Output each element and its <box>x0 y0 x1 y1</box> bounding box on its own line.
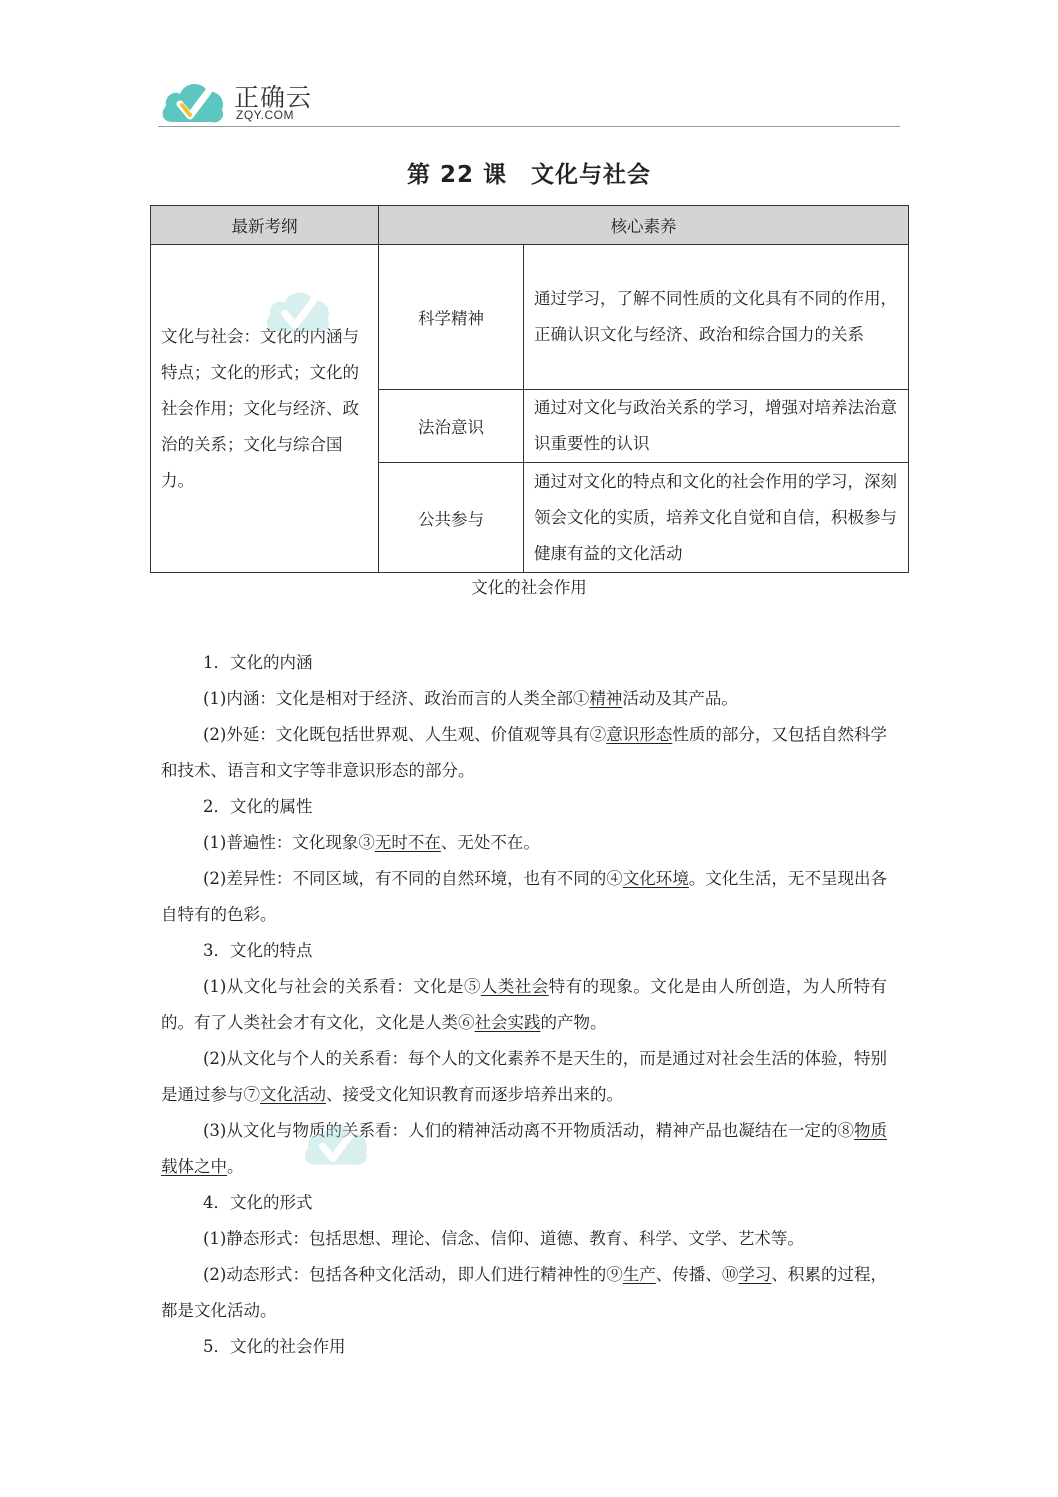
body-paragraph <box>161 969 887 1041</box>
paragraph-text: (3)从文化与物质的关系看：人们的精神活动离不开物质活动，精神产品也凝结在一定的⑧ <box>203 1121 854 1140</box>
body-paragraph <box>161 861 887 933</box>
table-row <box>151 245 909 390</box>
paragraph-text: 2．文化的属性 <box>203 797 313 816</box>
body-paragraph <box>161 1185 887 1221</box>
answer-blank: 社会实践 <box>474 1013 541 1032</box>
logo-name: 正确云 <box>234 83 313 112</box>
answer-blank: 学习 <box>738 1265 772 1284</box>
category-cell: 公共参与 <box>379 463 524 573</box>
paragraph-text: 5．文化的社会作用 <box>203 1337 346 1356</box>
body-paragraph <box>161 1257 887 1329</box>
paragraph-text: (1)静态形式：包括思想、理论、信念、信仰、道德、教育、科学、文学、艺术等。 <box>203 1229 804 1248</box>
paragraph-text: (1)从文化与社会的关系看：文化是⑤ <box>203 977 481 996</box>
answer-blank: 无时不在 <box>374 833 441 852</box>
body-paragraph <box>161 1221 887 1257</box>
paragraph-text: (2)从文化与个人的关系看：每个人的文化素养不是天生的，而是通过对社会生活的体验，特别是通过参与⑦ <box>161 1049 887 1104</box>
paragraph-text: 特有的现象。文化是由人所创造，为人所特有的。有了人类社会才有文化，文化是人类⑥ <box>161 977 888 1032</box>
header-divider <box>158 126 900 127</box>
brand-logo <box>158 74 318 128</box>
description-cell: 通过对文化的特点和文化的社会作用的学习，深刻领会文化的实质，培养文化自觉和自信，积极参与健康有益的文化活动 <box>524 463 909 573</box>
paragraph-text: 。 <box>227 1157 244 1176</box>
paragraph-text: (2)动态形式：包括各种文化活动，即人们进行精神性的⑨ <box>203 1265 623 1284</box>
paragraph-text: 性质的部分，又包括自然科学和技术、语言和文字等非意识形态的部分。 <box>161 725 887 780</box>
paragraph-text: (2)差异性：不同区域，有不同的自然环境，也有不同的④ <box>203 869 623 888</box>
cloud-check-icon <box>158 74 228 128</box>
paragraph-text: (1)普遍性：文化现象③ <box>203 833 375 852</box>
paragraph-text: 活动及其产品。 <box>622 689 738 708</box>
paragraph-text: 的产物。 <box>540 1013 607 1032</box>
body-paragraph <box>161 1041 887 1113</box>
description-cell: 通过学习，了解不同性质的文化具有不同的作用，正确认识文化与经济、政治和综合国力的关系 <box>524 245 909 390</box>
paragraph-text: (1)内涵：文化是相对于经济、政治而言的人类全部① <box>203 689 590 708</box>
answer-blank: 文化活动 <box>260 1085 326 1104</box>
answer-blank: 文化环境 <box>622 869 689 888</box>
section-caption: 文化的社会作用 <box>471 578 587 597</box>
logo-domain: ZQY.COM <box>236 108 294 122</box>
paragraph-text: 。文化生活，无不呈现出各自特有的色彩。 <box>161 869 887 924</box>
column-header-competency: 核心素养 <box>379 206 909 245</box>
body-paragraph <box>161 681 887 717</box>
body-paragraph <box>161 717 887 789</box>
body-text <box>161 645 887 1365</box>
body-paragraph <box>161 933 887 969</box>
answer-blank: 精神 <box>589 689 623 708</box>
body-paragraph <box>161 1329 887 1365</box>
column-header-outline: 最新考纲 <box>151 206 379 245</box>
paragraph-text: 、接受文化知识教育而逐步培养出来的。 <box>326 1085 623 1104</box>
page-title: 第 22 课 文化与社会 <box>406 162 652 188</box>
category-cell: 科学精神 <box>379 245 524 390</box>
answer-blank: 人类社会 <box>480 977 549 996</box>
body-paragraph <box>161 789 887 825</box>
paragraph-text: 4．文化的形式 <box>203 1193 313 1212</box>
paragraph-text: 、积累的过程，都是文化活动。 <box>161 1265 887 1320</box>
body-paragraph <box>161 645 887 681</box>
syllabus-table <box>150 205 909 573</box>
answer-blank: 意识形态 <box>606 725 673 744</box>
paragraph-text: 1．文化的内涵 <box>203 653 313 672</box>
description-cell: 通过对文化与政治关系的学习，增强对培养法治意识重要性的认识 <box>524 390 909 463</box>
answer-blank: 生产 <box>622 1265 656 1284</box>
paragraph-text: 、传播、⑩ <box>655 1265 739 1284</box>
body-paragraph <box>161 1113 887 1185</box>
answer-blank: 物质载体之中 <box>161 1121 887 1176</box>
outline-cell: 文化与社会：文化的内涵与特点；文化的形式；文化的社会作用；文化与经济、政治的关系；文化与综合国力。 <box>151 245 379 573</box>
body-paragraph <box>161 825 887 861</box>
paragraph-text: 、无处不在。 <box>440 833 540 852</box>
category-cell: 法治意识 <box>379 390 524 463</box>
paragraph-text: (2)外延：文化既包括世界观、人生观、价值观等具有② <box>203 725 607 744</box>
paragraph-text: 3．文化的特点 <box>203 941 313 960</box>
